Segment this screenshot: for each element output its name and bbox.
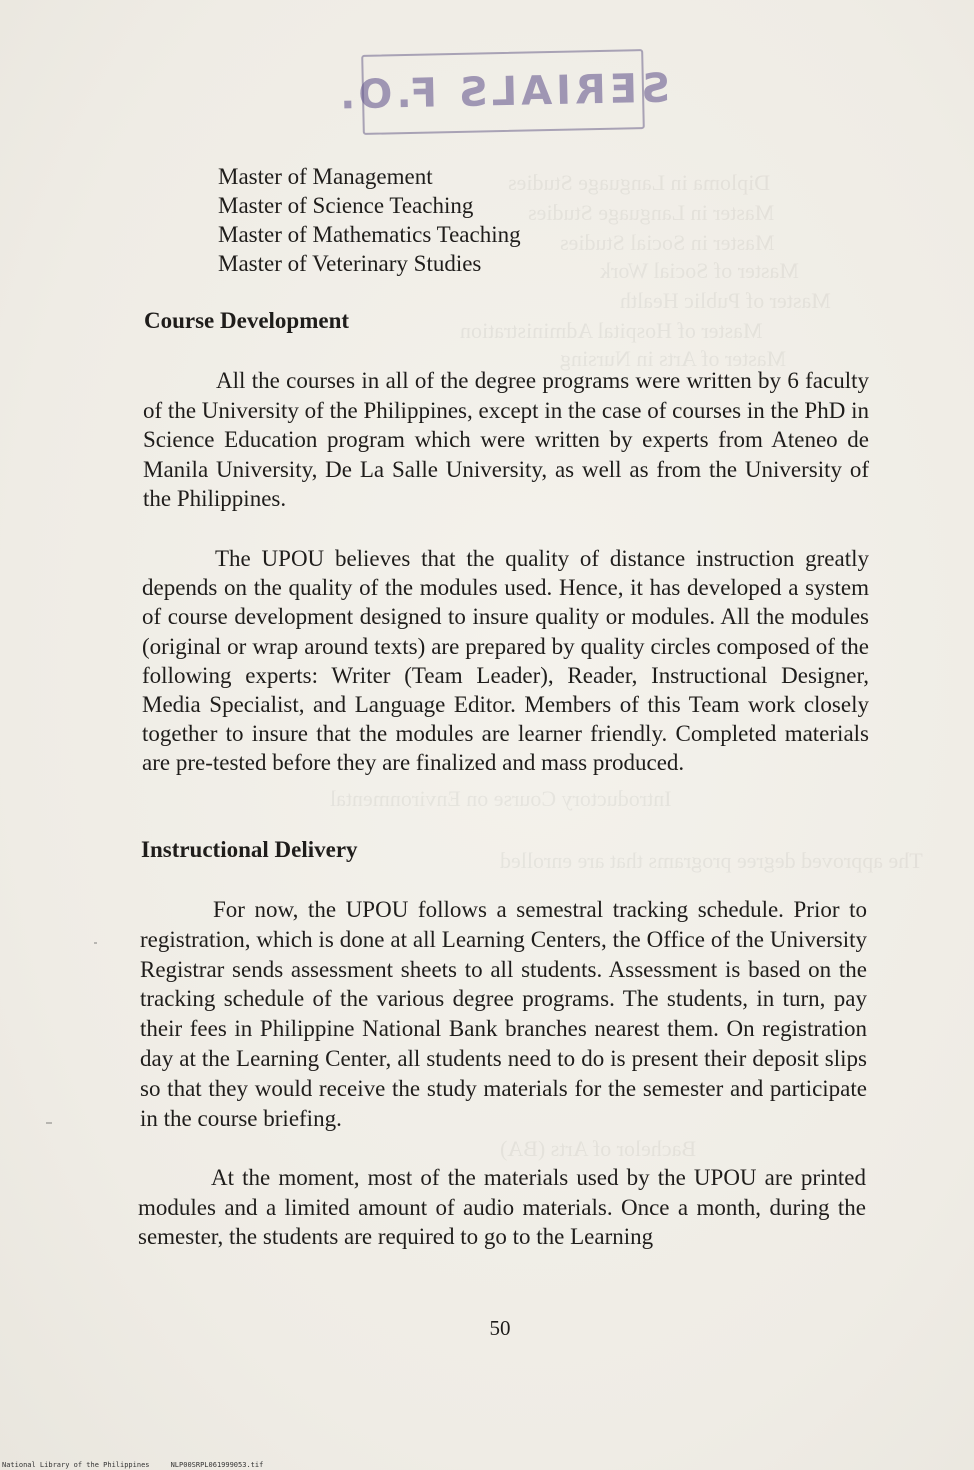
- degree-program-list: [218, 162, 521, 278]
- serials-stamp: [335, 49, 671, 135]
- bleed-through-text: Master of Hospital Administration: [460, 318, 763, 343]
- section-heading-course-development: Course Development: [144, 308, 350, 333]
- bleed-through-text: Bachelor of Arts (BA): [500, 1136, 697, 1161]
- program-item: Master of Veterinary Studies: [218, 251, 482, 276]
- program-item: Master of Mathematics Teaching: [218, 222, 521, 247]
- bleed-through-text: Diploma in Language Studies: [508, 170, 771, 195]
- paragraph-course-development-2: The UPOU believes that the quality of distance instruction greatly depends on the quality of the modules used. Hence, it has developed a system of course development designed to insure quality or modules. All the modules (original or wrap around texts) are prepared by quality circles composed of the following experts: Writer (Team Leader), Reader, Instructional Designer, Media Specialist, and Language Editor. Members of this Team work closely together to insure that the modules are learner friendly. Completed materials are pre-tested before they are finalized and mass produced.: [142, 546, 869, 776]
- footer-library: National Library of the Philippines: [2, 1461, 150, 1469]
- scan-speck: [46, 1122, 52, 1124]
- page-number: 50: [489, 1316, 511, 1340]
- bleed-through-text: Master in Social Studies: [560, 230, 775, 255]
- bleed-through-text: Master of Public Health: [620, 288, 831, 313]
- footer-file: NLP00SRPL061999053.tif: [170, 1461, 264, 1469]
- bleed-through-text: Master in Language Studies: [528, 200, 775, 225]
- program-item: Master of Management: [218, 164, 433, 189]
- scan-speck: [94, 942, 97, 944]
- bleed-through-text: The approved degree programs that are enrolled: [500, 848, 923, 873]
- stamp-text: SERIALS F.O.: [335, 65, 671, 119]
- paragraph-instructional-delivery-1: For now, the UPOU follows a semestral tracking schedule. Prior to registration, which is done at all Learning Centers, the Office of the University Registrar sends assessment sheets to all students. Assessment is based on the tracking schedule of the various degree programs. The students, in turn, pay their fees in Philippine National Bank branches nearest them. On registration day at the Learning Center, all students need to do is present their deposit slips so that they would receive the study materials for the semester and participate in the course briefing.: [140, 897, 867, 1131]
- bleed-through-text: Master of Social Work: [600, 258, 799, 283]
- scan-footer: [2, 1461, 263, 1469]
- bleed-through-text: Introductory Course on Environmental: [330, 786, 672, 811]
- section-heading-instructional-delivery: Instructional Delivery: [141, 837, 358, 862]
- program-item: Master of Science Teaching: [218, 193, 474, 218]
- bleed-through-text: Master of Arts in Nursing: [560, 346, 787, 371]
- paragraph-course-development-1: All the courses in all of the degree programs were written by 6 faculty of the University of the Philippines, except in the case of courses in the PhD in Science Education program which were written by experts from Ateneo de Manila University, De La Salle University, as well as from the University of the Philippines.: [143, 368, 869, 511]
- paragraph-instructional-delivery-2: At the moment, most of the materials used by the UPOU are printed modules and a limited amount of audio materials. Once a month, during the semester, the students are required to go to the Learning: [138, 1165, 866, 1249]
